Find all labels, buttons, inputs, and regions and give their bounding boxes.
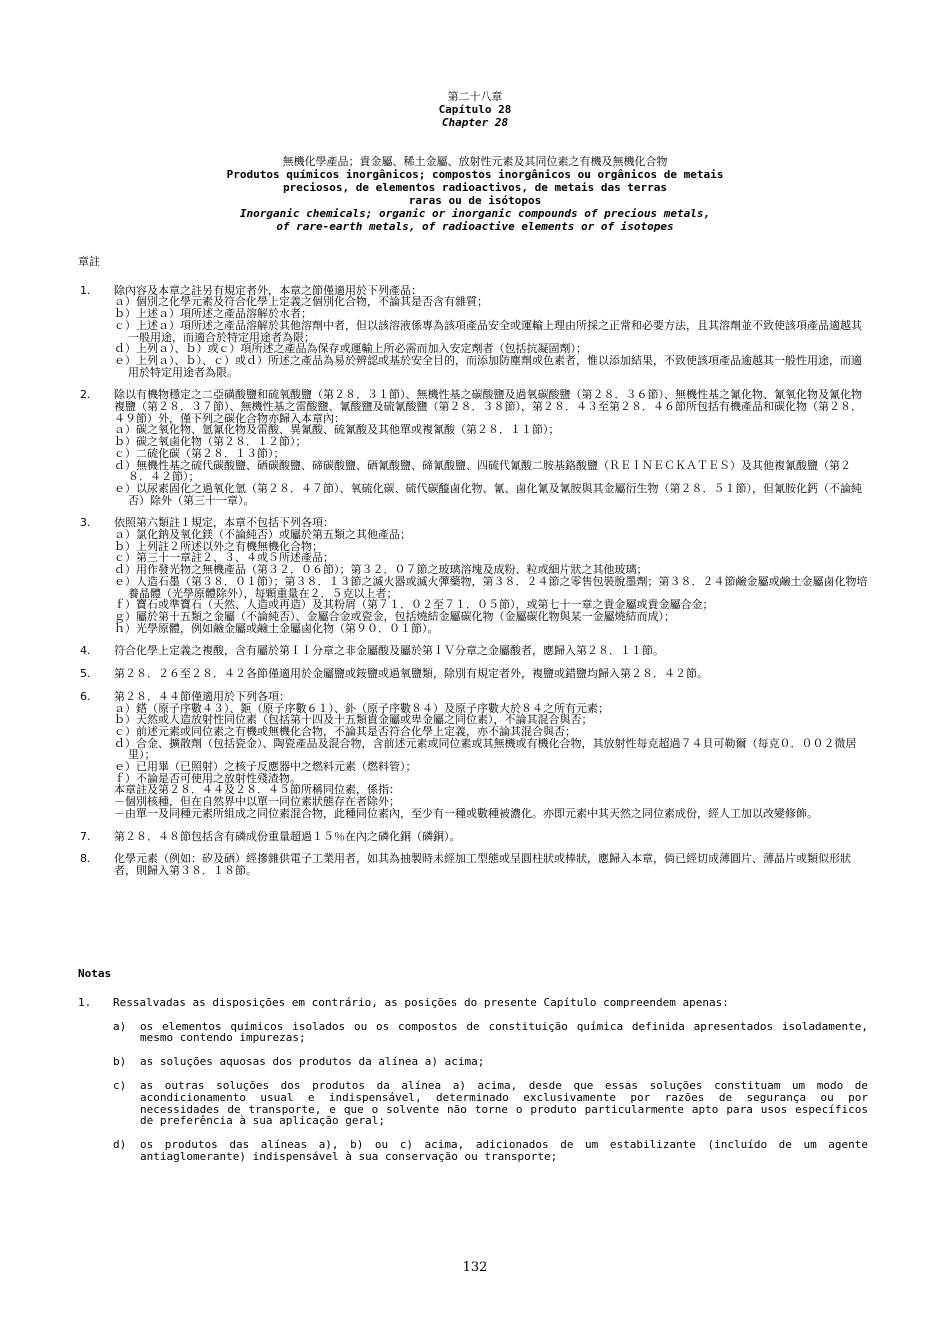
chinese-notes-section [78, 256, 868, 888]
note-item: ｅ）上列ａ）、ｂ）、ｃ）或ｄ）所述之產品為易於辨認或基於安全目的，而添加防塵劑或色素者，惟以添加結果，不致使該項產品逾越其一般性用途，而適用於特定用途者為限。 [114, 353, 862, 379]
note-intro: 除內容及本章之註另有規定者外，本章之節僅適用於下列產品： [114, 283, 422, 297]
item-text: os elementos químicos isolados ou os compostos de constituição química definida apresentados isoladamente, mesmo contendo impurezas; [140, 1019, 868, 1045]
note-intro: 除以有機物穩定之二亞磺酸鹽和硫氧酸鹽（第２８．３１節）、無機性基之碳酸鹽及過氧碳酸鹽（第２８．３６節）、無機性基之氰化物、氰氧化物及氰化物複鹽（第２８．３７節）、無機性基之雷酸鹽、氰酸鹽及硫氰酸鹽（第２８．３８節），第２８．４３至第２８．４６節所包括有機產品和碳化物（第２８．４９節）外，僅下列之碳化合物亦歸入本章內： [114, 388, 862, 425]
note-item: ｂ）碳之氧鹵化物（第２８．１２節）； [114, 435, 307, 449]
note-item: ｅ）以尿素固化之過氧化氫（第２８．４７節）、氧硫化碳、硫代碳醯鹵化物、氰、鹵化氰及氰胺與其金屬衍生物（第２８．５１節），但氰胺化鈣（不論純否）除外（第三十一章）。 [114, 481, 862, 507]
note-number: 7. [80, 829, 91, 843]
note-item: ｄ）無機性基之硫代碳酸鹽、硒碳酸鹽、碲碳酸鹽、硒氰酸鹽、碲氰酸鹽、四硫代氰酸二胺基鉻酸鹽（ＲＥＩＮＥＣＫＡＴＥＳ）及其他複氰酸鹽（第２８．４２節）； [114, 458, 851, 484]
note-number: 6. [80, 689, 91, 703]
subject-zh: 無機化學產品；貴金屬、稀土金屬、放射性元素及其同位素之有機及無機化合物 [282, 155, 668, 168]
note-item: ａ）鎝（原子序數４３）、鉕（原子序數６１）、釙（原子序數８４）及原子序數大於８４之所有元素； [114, 701, 609, 715]
note-item: ｆ）寶石或準寶石（天然、人造或再造）及其粉屑（第７１．０２至７１．０５節），或第七十一章之貴金屬或貴金屬合金； [114, 598, 714, 612]
note-item: ｄ）用作發光物之無機產品（第３２．０６節）；第３２．０７節之玻璃溶塊及成粉、粒或細片狀之其他玻璃； [114, 563, 648, 577]
item-label: d) [113, 1138, 127, 1152]
pt-note-item-b [78, 1056, 868, 1068]
note-dash-item: －由單一及同種元素所組成之同位素混合物，此種同位素內，至少有一種或數種被濃化。亦即元素中其天然之同位素成份，經人工加以改變修飾。 [114, 806, 818, 820]
chapter-title-pt: Capítulo 28 [438, 103, 512, 116]
pt-note-item-d [78, 1139, 868, 1163]
note-number: 3. [80, 516, 91, 530]
chapter-title-zh: 第二十八章 [447, 90, 503, 103]
note-item: ａ）碳之氧化物、氫氰化物及雷酸、異氰酸、硫氰酸及其他單或複氰酸（第２８．１１節）； [114, 423, 560, 437]
note-item: ｅ）已用畢（已照射）之核子反應器中之燃料元素（燃料管）； [114, 760, 417, 774]
zh-note-2 [78, 389, 868, 506]
zh-note-8 [78, 853, 868, 876]
note-item: ｃ）二硫化碳（第２８．１３節）； [114, 446, 285, 460]
note-item: ｂ）上述ａ）項所述之產品溶解於水者； [114, 307, 312, 321]
pt-note-item-a [78, 1021, 868, 1045]
subject-pt-line: raras ou de isótopos [408, 194, 542, 207]
note-item: ｂ）天然或人造放射性同位素（包括第十四及十五類貴金屬或卑金屬之同位素），不論其混合與否； [114, 713, 593, 727]
item-text: os produtos das alíneas a), b) ou c) acima, adicionados de um estabilizante (incluído de um agente antiaglomerante) indispensável à sua conservação ou transporte; [140, 1138, 868, 1163]
note-item: ｄ）合金、擴散劑（包括瓷金）、陶瓷產品及混合物，含前述元素或同位素或其無機或有機化合物，其放射性每克超過７４貝可勒爾（每克０．００２微居里）； [114, 736, 857, 762]
note-number: 8. [80, 852, 91, 866]
subject-en-line: of rare-earth metals, of radioactive elements or of isotopes [276, 220, 674, 233]
note-item: ｇ）屬於第十五類之金屬（不論純否）、金屬合金或瓷金，包括燒結金屬碳化物（金屬碳化物與某一金屬燒結而成）； [114, 609, 675, 623]
note-number: 2. [80, 388, 91, 402]
item-text: as outras soluções dos produtos da alínea a) acima, desde que essas soluções constituam um modo de acondicionamento usual e indispensável, determinado exclusivamente por razões de segurança ou por necessidades de transporte, e que o solvente não torne o produto particularmente apto para usos específicos de preferência à sua aplicação geral; [140, 1078, 868, 1128]
notes-heading-zh: 章註 [78, 255, 100, 268]
note-item: ｈ）光學原體，例如鹼金屬或鹼土金屬鹵化物（第９０．０１節）。 [114, 621, 439, 635]
note-dash-item: －個別核種，但在自然界中以單一同位素狀態存在者除外； [114, 795, 400, 809]
chapter-title-en: Chapter 28 [441, 116, 509, 129]
note-intro: Ressalvadas as disposições em contrário, as posições do presente Capítulo compreendem apenas: [113, 995, 729, 1009]
note-item: ｃ）上述ａ）項所述之產品溶解於其他溶劑中者，但以該溶液係專為該項產品安全或運輸上理由所採之正常和必要方法，且其溶劑並不致使該項產品適越其一般用途，而適合於特定用途者為限； [114, 318, 862, 344]
page-number: 132 [462, 1260, 488, 1275]
zh-note-6 [78, 691, 868, 820]
note-intro: 第２８．２６至２８．４２各節僅適用於金屬鹽或銨鹽或過氧鹽類，除別有規定者外，複鹽或錯鹽均歸入第２８．４２節。 [114, 667, 708, 681]
note-item: ｃ）前述元素或同位素之有機或無機化合物，不論其是否符合化學上定義，亦不論其混合與否； [114, 724, 576, 738]
note-number: 1. [78, 995, 92, 1009]
note-intro: 符合化學上定義之複酸，含有屬於第ＩＩ分章之非金屬酸及屬於第ＩＶ分章之金屬酸者，應歸入第２８．１１節。 [114, 644, 664, 658]
item-label: b) [113, 1055, 127, 1069]
note-item: ｃ）第三十一章註２、３、４或５所述產品； [114, 551, 334, 565]
zh-note-1 [78, 285, 868, 379]
item-text: as soluções aquosas dos produtos da alínea a) acima; [140, 1055, 485, 1069]
subject-pt-line: Produtos químicos inorgânicos; compostos inorgânicos ou orgânicos de metais [226, 168, 724, 181]
notes-heading-pt: Notas [78, 967, 112, 980]
note-item: ｆ）不論是否可使用之放射性殘渣物。 [114, 771, 301, 785]
item-label: a) [113, 1019, 127, 1033]
note-item: ａ）氯化鈉及氧化鎂（不論純否）或屬於第五類之其他產品； [114, 528, 411, 542]
note-intro: 第２８．４４節僅適用於下列各項： [114, 689, 290, 703]
note-number: 1. [80, 283, 91, 297]
note-item: ｅ）人造石墨（第３８．０１節）；第３８．１３節之滅火器或滅火彈藥物，第３８．２４節之零售包裝脫墨劑；第３８．２４節鹼金屬或鹼土金屬鹵化物培養晶體（光學原體除外），每顆重量在２．５克以上者； [114, 574, 868, 600]
pt-note-1 [78, 997, 868, 1009]
note-number: 5. [80, 667, 91, 681]
note-intro: 依照第六類註１規定，本章不包括下列各項： [114, 516, 334, 530]
pt-note-item-c [78, 1080, 868, 1127]
zh-note-3 [78, 517, 868, 634]
subject-en-line: Inorganic chemicals; organic or inorganic compounds of precious metals, [239, 207, 711, 220]
note-intro: 第２８．４８節包括含有磷成份重量超過１５％在內之磷化銅（磷銅）。 [114, 829, 461, 843]
zh-note-4 [78, 645, 868, 657]
note-continuation: 本章註及第２８．４４及２８．４５節所稱同位素，係指： [114, 783, 400, 797]
item-label: c) [113, 1078, 127, 1092]
subject-pt-line: preciosos, de elementos radioactivos, de metais das terras [282, 181, 668, 194]
note-item: ｄ）上列ａ）、ｂ）或ｃ）項所述之產品為保存或運輸上所必需而加入安定劑者（包括抗凝固劑）； [114, 342, 587, 356]
portuguese-notes-section [78, 968, 868, 1175]
note-item: ａ）個別之化學元素及符合化學上定義之個別化合物，不論其是否含有雜質； [114, 295, 488, 309]
note-intro: 化學元素（例如：矽及硒）經摻雜供電子工業用者，如其為抽製時未經加工型態或呈圓柱狀或棒狀，應歸入本章，倘已經切成薄圓片、薄晶片或類似形狀者，則歸入第３８．１８節。 [114, 852, 851, 877]
chapter-subject [0, 155, 950, 233]
chapter-heading [0, 90, 950, 129]
note-number: 4. [80, 644, 91, 658]
note-item: ｂ）上列註２所述以外之有機無機化合物； [114, 539, 323, 553]
zh-note-5 [78, 668, 868, 680]
zh-note-7 [78, 831, 868, 843]
